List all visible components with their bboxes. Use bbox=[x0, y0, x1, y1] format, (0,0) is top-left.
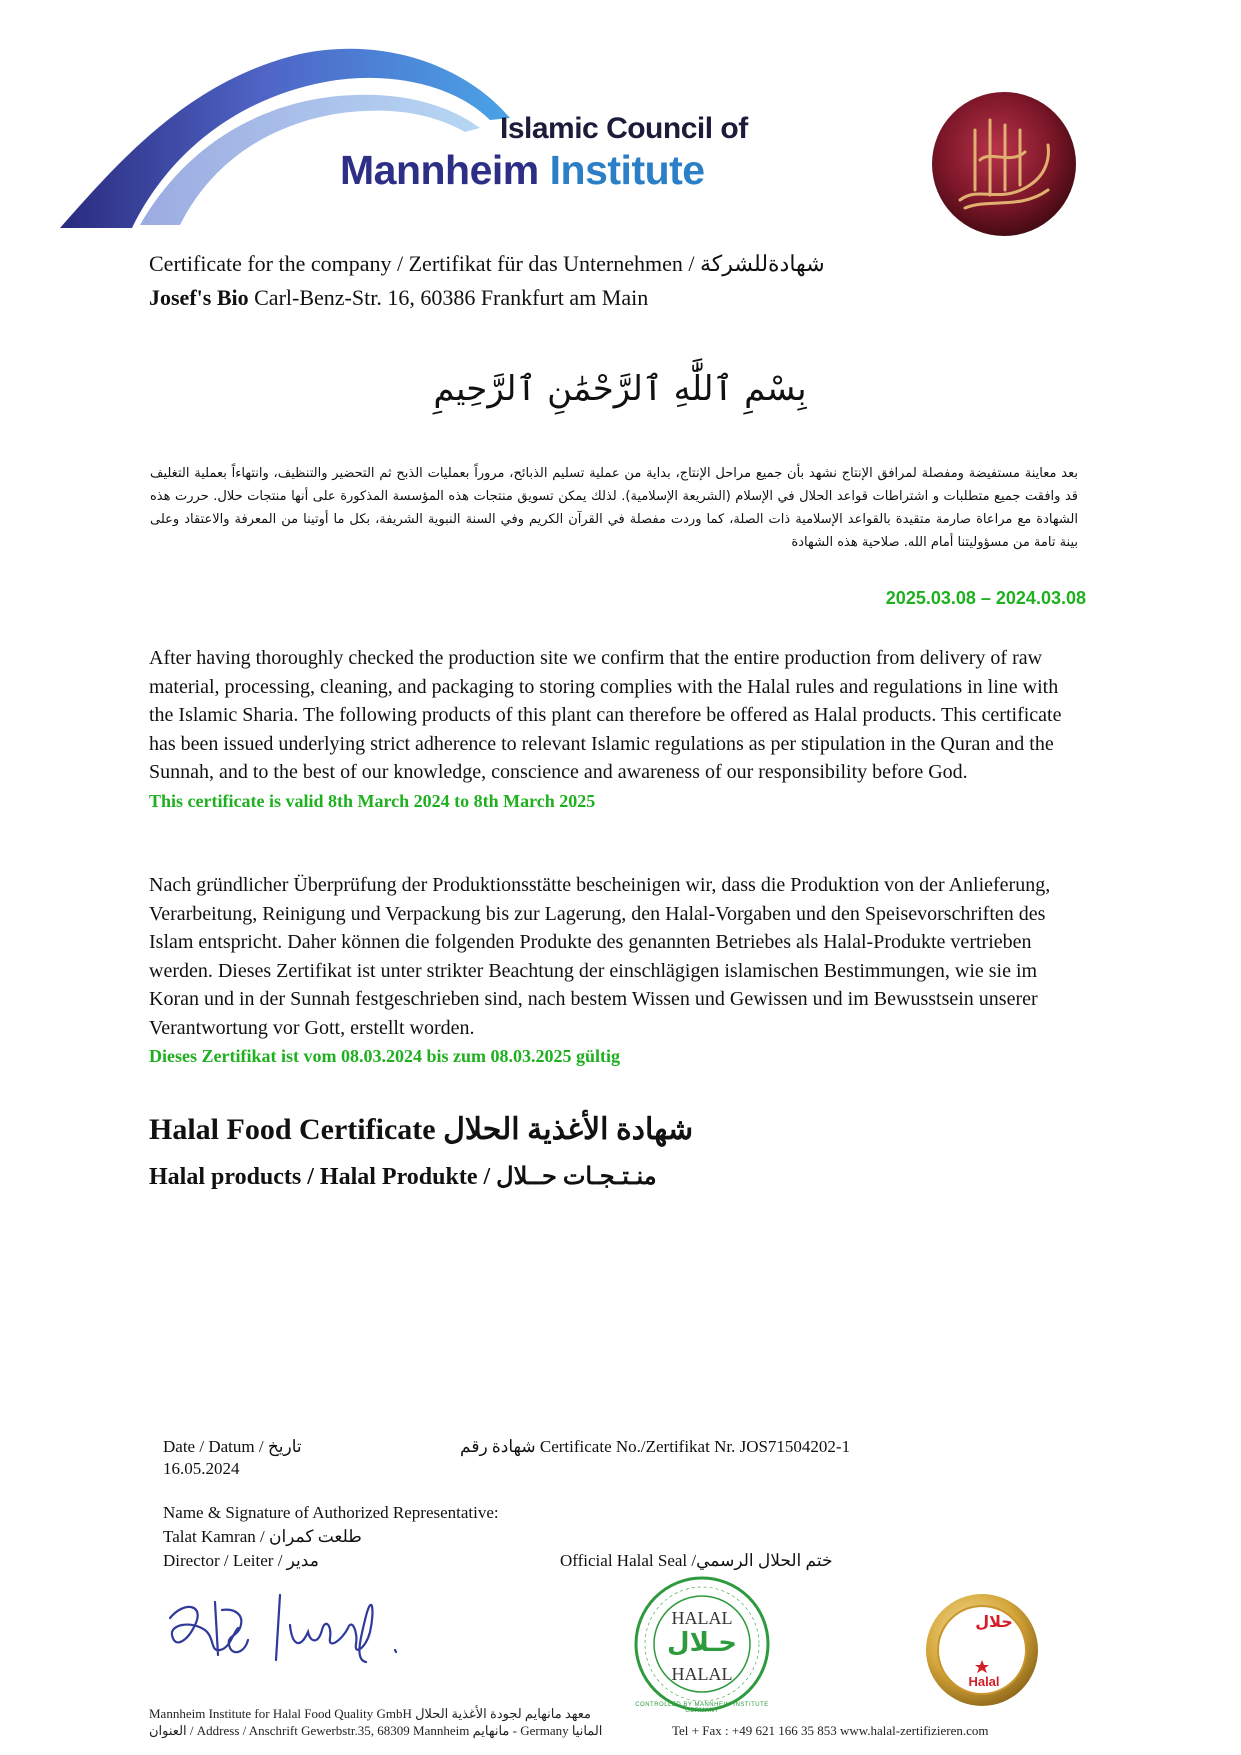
halal-crescent-badge-icon bbox=[924, 1592, 1040, 1708]
badge-arabic-text: حلال bbox=[975, 1612, 1013, 1631]
date-value: 16.05.2024 bbox=[163, 1459, 240, 1478]
official-seal-label: Official Halal Seal /ختم الحلال الرسمي bbox=[560, 1551, 833, 1570]
german-paragraph: Nach gründlicher Überprüfung der Produktionsstätte bescheinigen wir, dass die Produktion von der Anlieferung, Verarbeitung, Reinigung und Verpackung bis zur Lagerung, den Halal-Vorgaben und den Speisevorschriften des Islam entspricht. Daher können die folgenden Produkte des genannten Betriebes als Halal-Produkte vertrieben werden. Dieses Zertifikat ist unter strikter Beachtung der einschlägigen islamischen Bestimmungen, wie sie im Koran und in der Sunnah festgeschrieben sind, nach bestem Wissen und Gewissen und im Bewusstsein unserer Verantwortung vor Gott, erstellt worden. bbox=[149, 874, 1051, 1039]
basmala-calligraphy: بِسْمِ ٱللَّٰهِ ٱلرَّحْمَٰنِ ٱلرَّحِيمِ bbox=[433, 369, 807, 409]
org-name-mannheim: Mannheim bbox=[340, 147, 539, 193]
org-name-institute: Institute bbox=[549, 147, 705, 193]
certificate-number-line bbox=[460, 1436, 850, 1458]
seal-bottom-text: HALAL bbox=[671, 1664, 733, 1684]
org-name-line2 bbox=[340, 147, 705, 194]
representative-label: Name & Signature of Authorized Representative: bbox=[163, 1503, 499, 1522]
company-line bbox=[149, 284, 648, 312]
validity-dates: 2025.03.08 – 2024.03.08 bbox=[885, 588, 1086, 608]
company-name: Josef's Bio bbox=[149, 285, 249, 310]
signature-icon bbox=[160, 1580, 420, 1670]
products-heading: Halal products / Halal Produkte / منـتـجـات حــلال bbox=[149, 1164, 657, 1190]
company-address: Carl-Benz-Str. 16, 60386 Frankfurt am Main bbox=[254, 285, 649, 310]
company-label: Certificate for the company / Zertifikat für das Unternehmen / شهادةللشركة bbox=[149, 251, 825, 276]
org-name-line1: Islamic Council of bbox=[500, 112, 748, 145]
footer-company: Mannheim Institute for Halal Food Quality GmbH معهد مانهايم لجودة الأغذية الحلال bbox=[149, 1706, 591, 1721]
seal-top-text: HALAL bbox=[671, 1608, 733, 1628]
calligraphy-medallion bbox=[930, 90, 1078, 238]
basmala-medallion-icon bbox=[930, 90, 1078, 238]
certificate-number-label: شهادة رقم Certificate No./Zertifikat Nr. bbox=[460, 1437, 736, 1456]
arabic-paragraph: بعد معاينة مستفيضة ومفصلة لمرافق الإنتاج نشهد بأن جميع مراحل الإنتاج، بداية من عملية تسليم الذبائح، مروراً بعمليات الذبح ثم التحضير والتنظيف، وانتهاءاً بعملية التغليف قد وافقت جميع متطلبات و اشتراطات قواعد الحلال في الإسلام (الشريعة الإسلامية). لذلك يمكن تسويق منتجات هذه المؤسسة المذكورة على أنها منتجات حلال. حررت هذه الشهادة مع مراعاة صارمة متقيدة بالقواعد الإسلامية ذات الصلة، كما وردت مفصلة في القرآن الكريم وفي السنة النبوية الشريفة، بكل ما أوتينا من المعرفة والاعتقاد وعلى بينة تامة من مسؤوليتنا أمام الله. صلاحية هذه الشهادة bbox=[150, 466, 1078, 550]
badge-latin-text: Halal bbox=[968, 1674, 1000, 1689]
certificate-title: Halal Food Certificate شهادة الأغذية الحلال bbox=[149, 1113, 694, 1146]
footer-contact: Tel + Fax : +49 621 166 35 853 www.halal-zertifizieren.com bbox=[672, 1723, 989, 1738]
seal-arabic-text: حـلال bbox=[667, 1628, 737, 1658]
representative-name: Talat Kamran / طلعت كمران bbox=[163, 1527, 362, 1546]
representative-title: Director / Leiter / مدير bbox=[163, 1551, 319, 1570]
certificate-number: JOS71504202-1 bbox=[739, 1437, 851, 1456]
english-section bbox=[149, 644, 1081, 815]
date-label: Date / Datum / تاريخ bbox=[163, 1437, 302, 1456]
halal-badge bbox=[924, 1592, 1040, 1708]
seal-ring-text: CONTROLLED BY MANNHEIM INSTITUTE GERMANY bbox=[635, 1702, 769, 1714]
german-section bbox=[149, 871, 1081, 1071]
footer-address: العنوان / Address / Anschrift Gewerbstr.35, 68309 Mannheim مانهايم - Germany المانيا bbox=[149, 1723, 603, 1738]
english-validity: This certificate is valid 8th March 2024 to 8th March 2025 bbox=[149, 790, 596, 811]
english-paragraph: After having thoroughly checked the production site we confirm that the entire production from delivery of raw material, processing, cleaning, and packaging to storing complies with the Halal rules and regulations in line with the Islamic Sharia. The following products of this plant can therefore be offered as Halal products. This certificate has been issued underlying strict adherence to relevant Islamic regulations as per stipulation in the Quran and the Sunnah, and to the best of our knowledge, conscience and awareness of our responsibility before God. bbox=[149, 647, 1062, 783]
handwritten-signature bbox=[160, 1580, 420, 1670]
german-validity: Dieses Zertifikat ist vom 08.03.2024 bis zum 08.03.2025 gültig bbox=[149, 1046, 620, 1066]
